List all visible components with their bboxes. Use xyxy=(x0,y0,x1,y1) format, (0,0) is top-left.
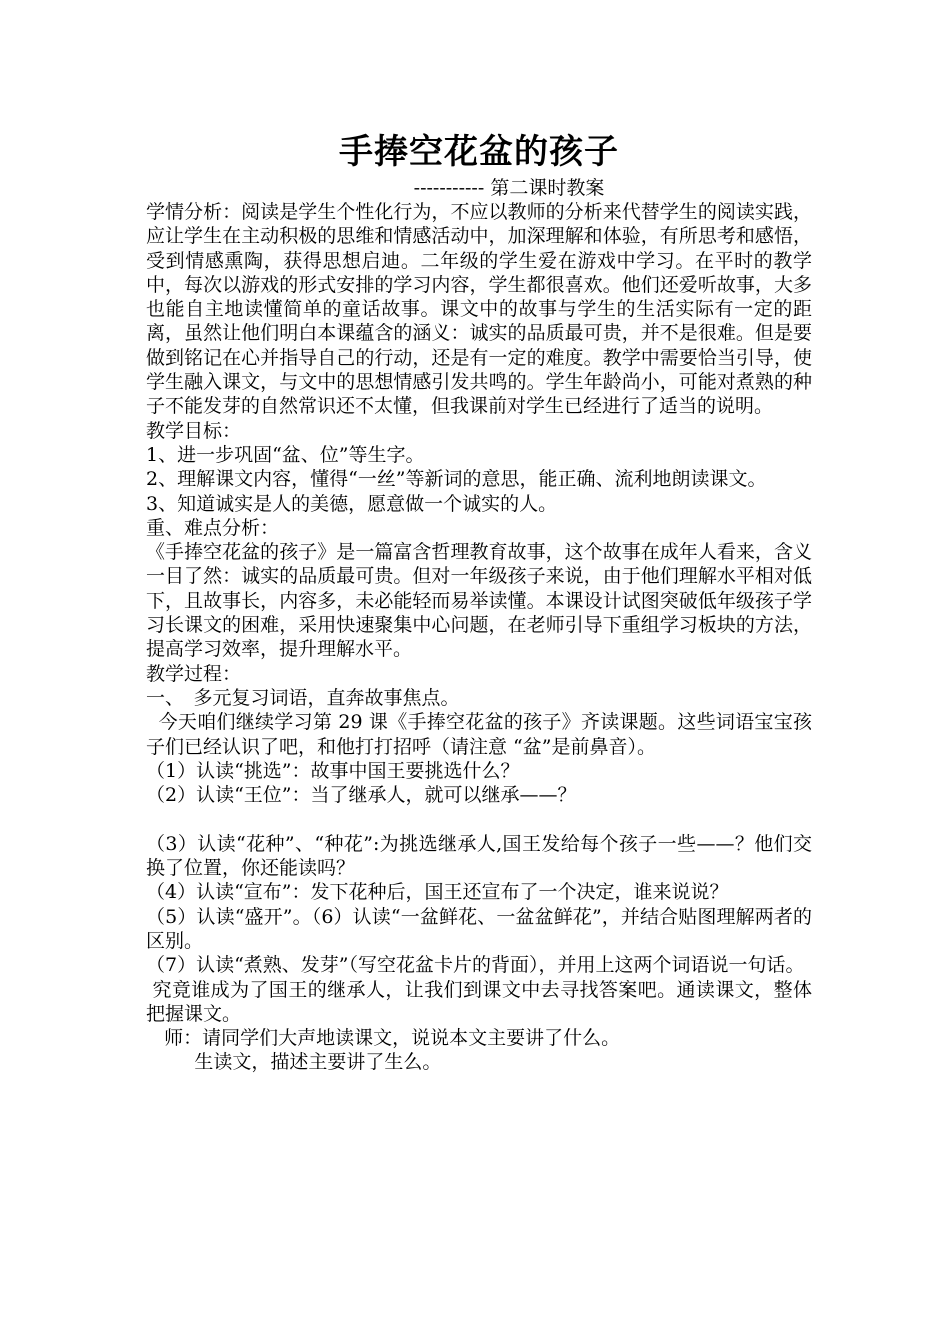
paragraph: （4）认读“宣布”：发下花种后，国王还宣布了一个决定，谁来说说？ xyxy=(146,881,729,904)
paragraph: （2）认读“王位”：当了继承人，就可以继承——？ xyxy=(146,784,577,807)
paragraph: 重、难点分析： xyxy=(146,516,280,539)
paragraph: 今天咱们继续学习第 29 课《手捧空花盆的孩子》齐读课题。这些词语宝宝孩子们已经认识了吧，和他打打招呼（请注意 “盆”是前鼻音）。 xyxy=(146,711,812,758)
document-page xyxy=(146,128,812,1075)
blank-line xyxy=(146,807,812,831)
document-body xyxy=(146,200,812,1075)
paragraph: 一、 多元复习词语，直奔故事焦点。 xyxy=(146,686,460,709)
paragraph: 生读文，描述主要讲了生么。 xyxy=(146,1051,442,1074)
paragraph: 究竟谁成为了国王的继承人，让我们到课文中去寻找答案吧。通读课文，整体把握课文。 xyxy=(146,978,812,1025)
paragraph: 2、理解课文内容，懂得“一丝”等新词的意思，能正确、流利地朗读课文。 xyxy=(146,468,767,491)
paragraph: 《手捧空花盆的孩子》是一篇富含哲理教育故事，这个故事在成年人看来，含义一目了然：诚实的品质最可贵。但对一年级孩子来说，由于他们理解水平相对低下，且故事长，内容多，未必能轻而易举读懂。本课设计试图突破低年级孩子学习长课文的困难，采用快速聚集中心问题，在老师引导下重组学习板块的方法，提高学习效率，提升理解水平。 xyxy=(146,541,812,661)
paragraph: 教学目标： xyxy=(146,419,242,442)
document-subtitle: ----------- 第二课时教案 xyxy=(413,177,605,199)
paragraph: （3）认读“花种”、“种花”:为挑选继承人,国王发给每个孩子一些——？他们交换了位置，你还能读吗？ xyxy=(146,832,812,880)
paragraph: 学情分析：阅读是学生个性化行为，不应以教师的分析来代替学生的阅读实践，应让学生在主动积极的思维和情感活动中，加深理解和体验，有所思考和感悟，受到情感熏陶，获得思想启迪。二年级的学生爱在游戏中学习。在平时的教学中，每次以游戏的形式安排的学习内容，学生都很喜欢。他们还爱听故事，大多也能自主地读懂简单的童话故事。课文中的故事与学生的生活实际有一定的距离，虽然让他们明白本课蕴含的涵义：诚实的品质最可贵，并不是很难。但是要做到铭记在心并指导自己的行动，还是有一定的难度。教学中需要恰当引导，使学生融入课文，与文中的思想情感引发共鸣的。学生年龄尚小，可能对煮熟的种子不能发芽的自然常识还不太懂，但我课前对学生已经进行了适当的说明。 xyxy=(146,201,812,418)
paragraph: （7）认读“煮熟、发芽”（写空花盆卡片的背面），并用上这两个词语说一句话。 xyxy=(146,954,805,977)
paragraph: （5）认读“盛开”。（6）认读“一盆鲜花、一盆盆鲜花”，并结合贴图理解两者的区别。 xyxy=(146,905,812,952)
paragraph: 师：请同学们大声地读课文，说说本文主要讲了什么。 xyxy=(146,1027,621,1050)
paragraph: 1、进一步巩固“盆、位”等生字。 xyxy=(146,443,425,466)
paragraph: （1）认读“挑选”：故事中国王要挑选什么？ xyxy=(146,759,520,782)
paragraph: 3、知道诚实是人的美德，愿意做一个诚实的人。 xyxy=(146,492,558,515)
paragraph: 教学过程： xyxy=(146,662,242,685)
document-title: 手捧空花盆的孩子 xyxy=(339,132,619,172)
